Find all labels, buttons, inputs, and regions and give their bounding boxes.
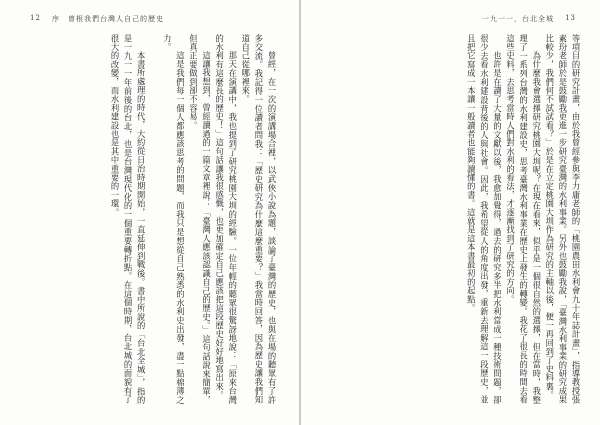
paragraph: 為什麼我會選擇研究桃園大圳呢？在現在看來，似乎是一個很自然的選擇，但在當時，我整理了一系列台灣的水利建設史，思考臺灣水利事業在歷史上發生的轉變。我花了很長的時間去看這些史料，去思考當時人們對水利的看法，才逐漸找到了研究的方向。: [505, 34, 542, 404]
running-head: 一九一一，台北全城: [482, 15, 554, 23]
running-head: 序 曾根我們台灣人自己的歷史: [52, 15, 164, 23]
paragraph: 也許是在讀了大量的文獻以後，我愈加覺得，過去的研究多半把水利當成一種技術問題，卻很少去看水利建設背後的人與社會。因此，我希望從人的角度出發，重新去理解這一段歷史，並且把它寫成一本讓一般讀者也能夠讀懂的書。這就是這本書最初的起點。: [466, 34, 503, 404]
paragraph: 那天在演講中，我也提到了研究桃園大圳的經驗。一位年輕的聽眾很驚訝地說：「原來台灣的水利有這麼長的歷史！」這句話讓我很感慨，也更加確定自己應該把這段歷史好好地寫出來。: [214, 34, 238, 404]
paragraph: 等項目的研究計畫，由於我曾經參與李力庸老師的「桃園農田水利會九十年誌計畫」，指導教授張素玢老師於是鼓勵我更進一步研究臺灣的水利事業。另外也鼓勵我說，「臺灣水利事業的研究成果比較少，我們何不試試看？」於是在立定桃園大圳作為研究的主軸以後，便一再回到了史料裏。: [544, 34, 581, 404]
paragraph: 這讓我想到，曾經讀過的一篇文章裡說：「臺灣人應該認識自己的歷史。」這句話說來簡單，但真正要做到卻不容易。: [188, 34, 212, 404]
paragraph: 這是我們每一個人都應該思考的問題，而我只是想從自己熟悉的水利史出發，盡一點棉薄之力。: [162, 34, 186, 404]
page-number: 12: [30, 14, 41, 22]
left-page: [0, 0, 299, 425]
right-body-text: [327, 34, 582, 404]
page-number: 13: [565, 14, 576, 22]
paragraph: 本書所處理的時代，大約從日治時期開始，一直延伸到戰後。書中所說的「台北全城」，指的是一九一一年前後的台北，也是台灣現代化的一個重要轉折點。在這個時期，台北城的面貌有了很大的改變，而水利建設也是其中重要的一環。: [109, 34, 147, 404]
left-body-text: [24, 34, 278, 404]
right-page: [301, 0, 600, 425]
paragraph: 曾經，在一次的演講場合裡，以武俠小說為題，談論了臺灣的歷史，也與在場的聽眾有了許多交流。我記得一位讀者問我：「歷史研究為什麼這麼重要？」我當時回答，因為歷史讓我們知道自己從哪裡來。: [240, 34, 277, 404]
